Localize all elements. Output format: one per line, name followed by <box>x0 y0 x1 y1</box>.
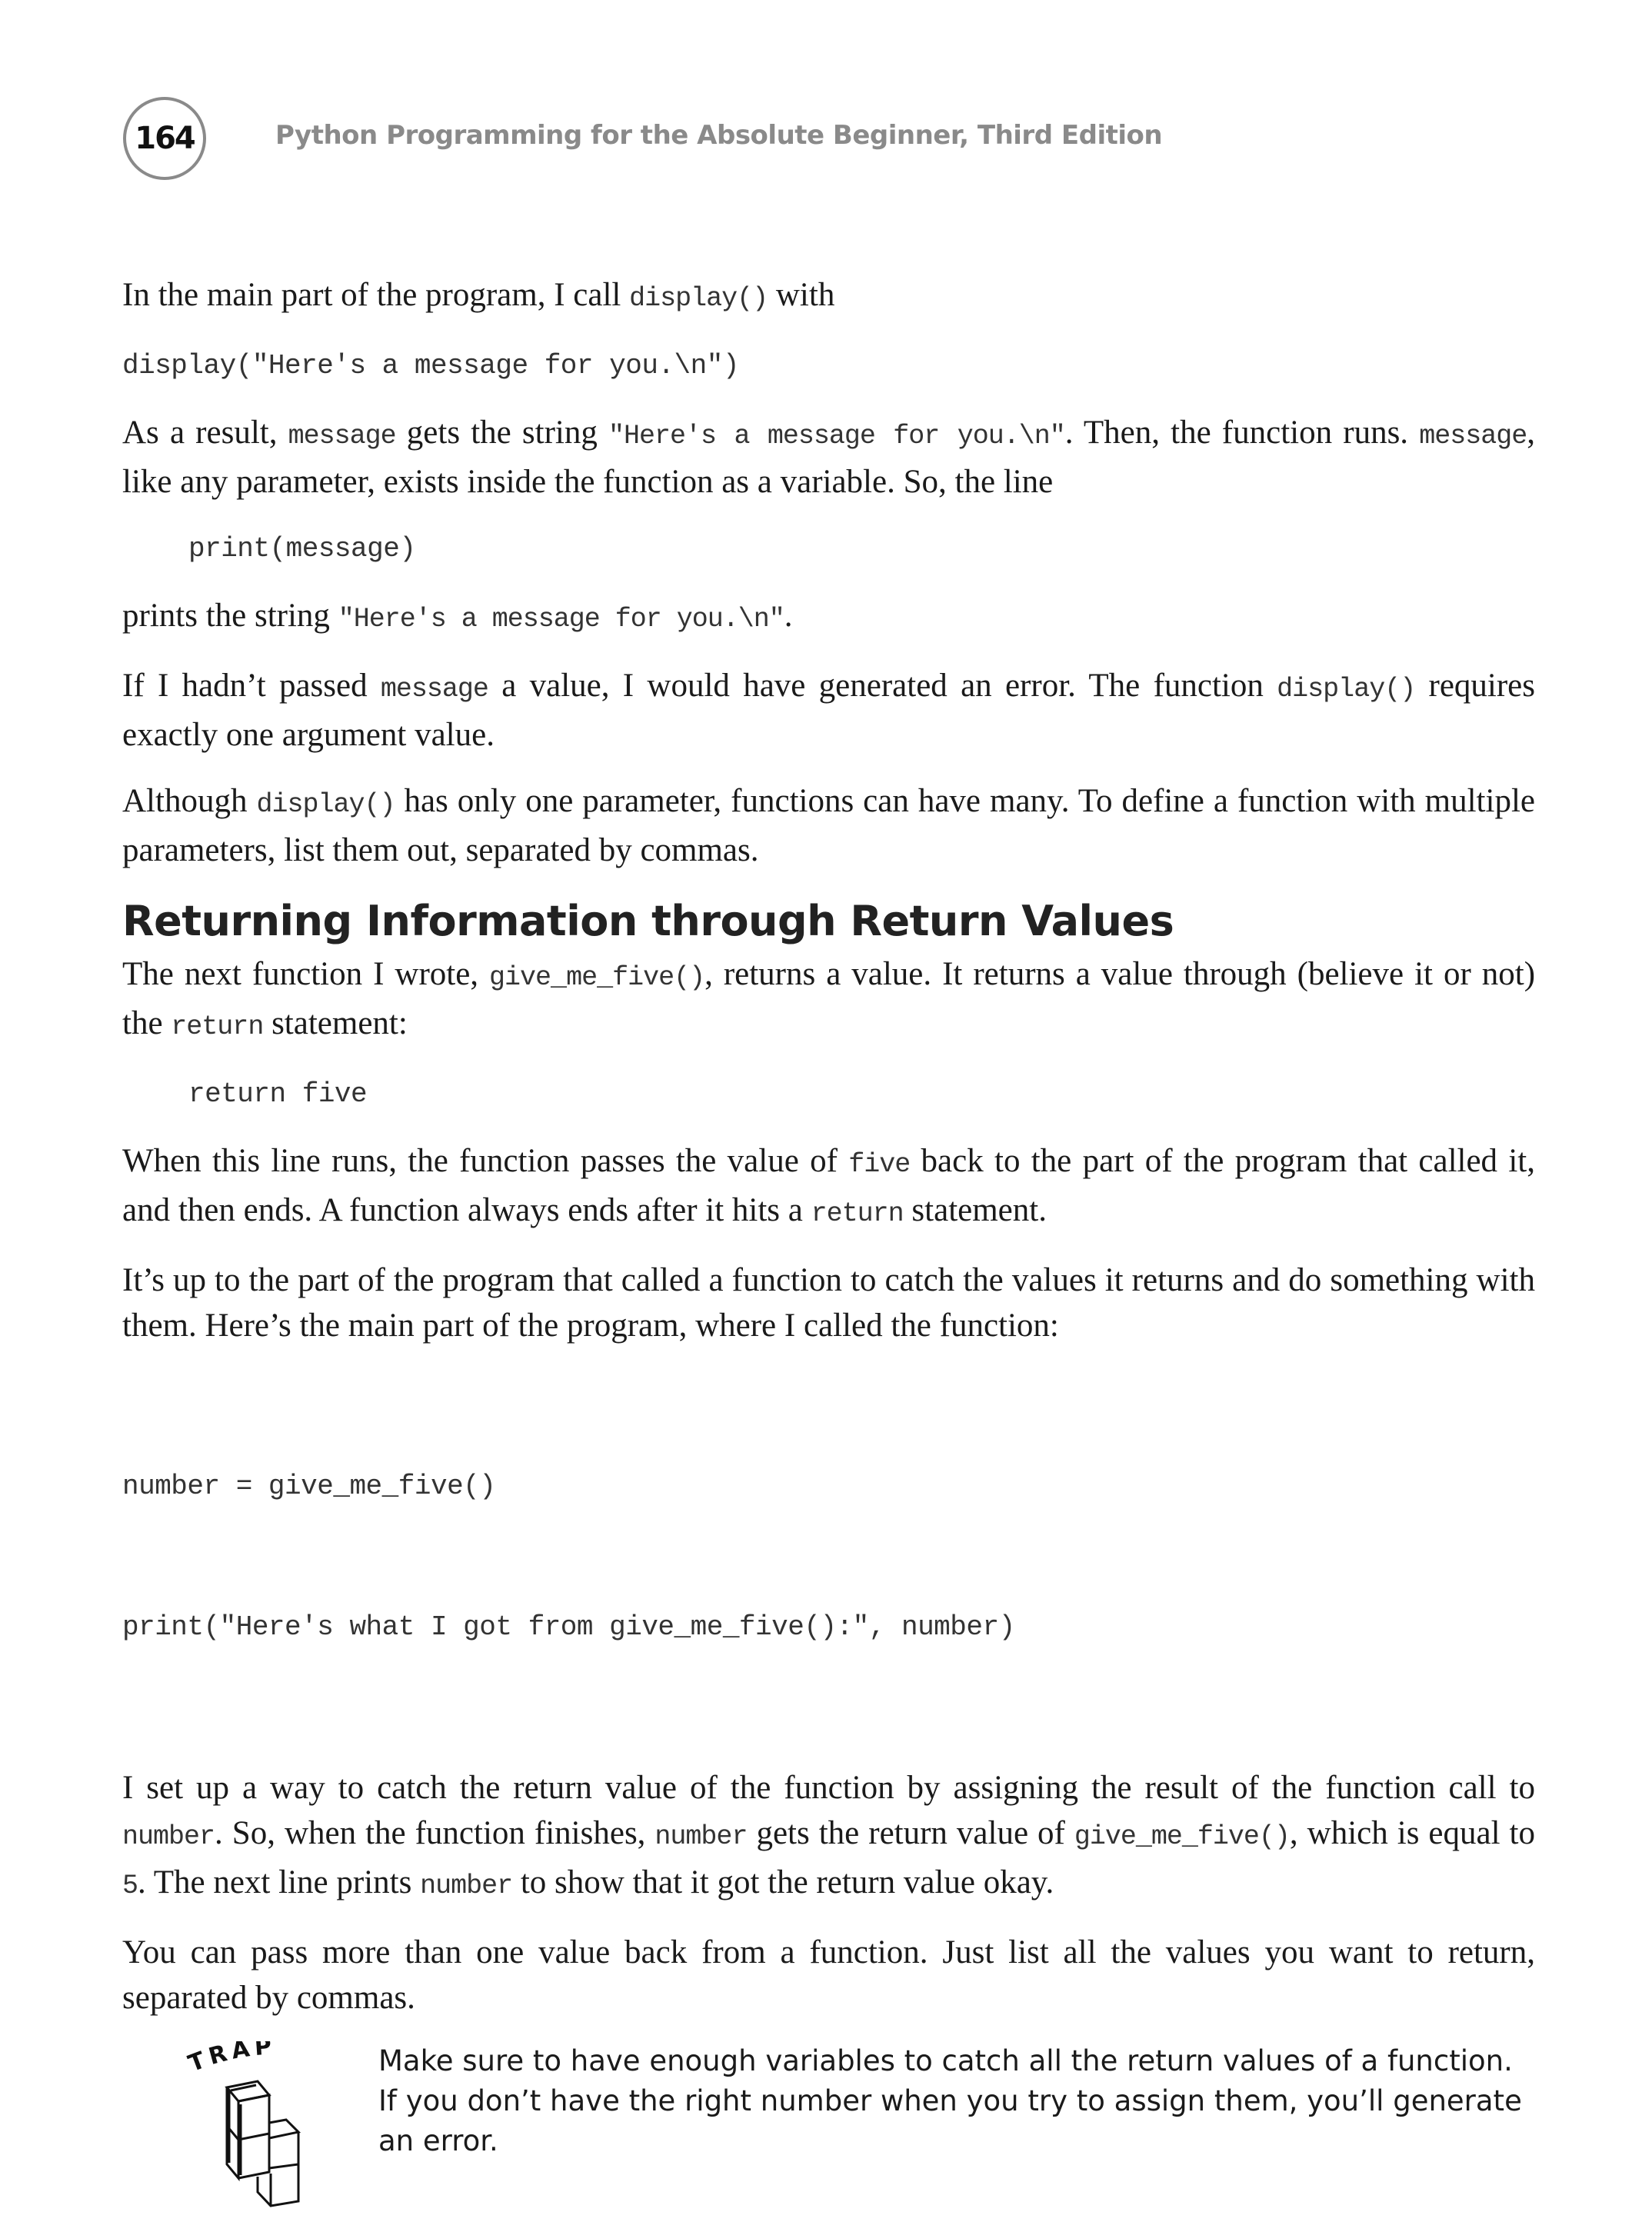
text-segment: prints the string <box>122 598 338 634</box>
paragraph <box>122 1765 1535 1909</box>
text-segment: When this line runs, the function passes the value of <box>122 1143 849 1179</box>
inline-code: five <box>848 1149 911 1180</box>
paragraph <box>122 663 1535 758</box>
paragraph <box>122 1930 1535 2020</box>
text-segment: You can pass more than one value back from a function. Just list all the values you want to return, separated by commas. <box>122 1934 1535 2016</box>
inline-code: message <box>1419 421 1527 451</box>
text-segment: . So, when the function finishes, <box>215 1815 655 1851</box>
inline-code: message <box>380 674 488 705</box>
text-segment: , returns a value. It returns a value through (believe it or not) the <box>122 956 1536 1041</box>
inline-code: give_me_five() <box>1074 1821 1290 1852</box>
paragraph <box>122 593 1535 642</box>
trap-label: TRAP <box>185 2041 278 2078</box>
inline-code: "Here's a message for you.\n" <box>608 421 1065 451</box>
paragraph <box>122 1258 1535 1348</box>
trap-icon <box>185 2041 323 2218</box>
text-segment: back to the part of the program that called it, and then ends. A function always ends after it hits a <box>122 1143 1535 1228</box>
paragraph <box>122 778 1535 873</box>
text-segment: It’s up to the part of the program that called a function to catch the values it returns and do something with them. Here’s the main part of the program, where I called the function: <box>122 1262 1535 1344</box>
text-segment: . Then, the function runs. <box>1064 415 1420 451</box>
page-number: 164 <box>123 97 206 180</box>
text-segment: , like any parameter, exists inside the function as a variable. So, the line <box>122 415 1535 500</box>
text-segment: Although <box>122 783 257 819</box>
trap-note <box>122 2041 1535 2218</box>
code-line: display("Here's a message for you.\n") <box>122 350 739 381</box>
text-segment: If I hadn’t passed <box>122 668 381 704</box>
text-segment: gets the return value of <box>747 1815 1074 1851</box>
code-line: print(message) <box>188 533 416 565</box>
text-segment: As a result, <box>122 415 288 451</box>
inline-code: 5 <box>122 1871 138 1901</box>
running-header-book-title: Python Programming for the Absolute Beginner, Third Edition <box>275 120 1163 151</box>
text-segment: The next function I wrote, <box>122 956 490 992</box>
inline-code: "Here's a message for you.\n" <box>338 604 784 635</box>
text-segment: In the main part of the program, I call <box>122 277 630 313</box>
text-segment: statement. <box>903 1192 1047 1228</box>
section-heading: Returning Information through Return Values <box>122 897 1174 945</box>
paragraph <box>122 1138 1535 1237</box>
page-body <box>122 272 1535 2218</box>
inline-code: return <box>171 1011 264 1042</box>
text-segment: statement: <box>263 1005 408 1041</box>
text-segment: requires exactly one argument value. <box>122 668 1535 753</box>
code-line: return five <box>188 1078 368 1110</box>
code-line: number = give_me_five() <box>122 1471 496 1502</box>
text-segment: has only one parameter, functions can have many. To define a function with multiple parameters, list them out, separated by commas. <box>122 783 1535 868</box>
inline-code: display() <box>1277 674 1416 705</box>
code-block <box>122 1369 1535 1744</box>
inline-code: message <box>288 421 396 451</box>
inline-code: display() <box>629 283 768 314</box>
inline-code: return <box>811 1198 904 1229</box>
paragraph <box>122 951 1535 1050</box>
text-segment: to show that it got the return value okay. <box>512 1864 1054 1901</box>
svg-text:TRAP <box>185 2041 277 2077</box>
text-segment: I set up a way to catch the return value of the function by assigning the result of the function call to <box>122 1770 1535 1806</box>
inline-code: give_me_five() <box>489 962 705 993</box>
text-segment: . The next line prints <box>138 1864 421 1901</box>
text-segment: , which is equal to <box>1289 1815 1535 1851</box>
inline-code: number <box>654 1821 748 1852</box>
trap-note-text: Make sure to have enough variables to catch all the return values of a function. If you don’t have the right number when you try to assign them, you’ll generate an error. <box>378 2044 1522 2157</box>
text-segment: with <box>768 277 835 313</box>
paragraph <box>122 410 1535 505</box>
text-segment: a value, I would have generated an error. The function <box>488 668 1277 704</box>
inline-code: number <box>420 1871 513 1901</box>
text-segment: . <box>784 598 793 634</box>
code-line: print("Here's what I got from give_me_five():", number) <box>122 1611 1015 1643</box>
text-segment: gets the string <box>395 415 609 451</box>
inline-code: number <box>122 1821 215 1852</box>
paragraph <box>122 272 1535 321</box>
inline-code: display() <box>256 789 395 820</box>
